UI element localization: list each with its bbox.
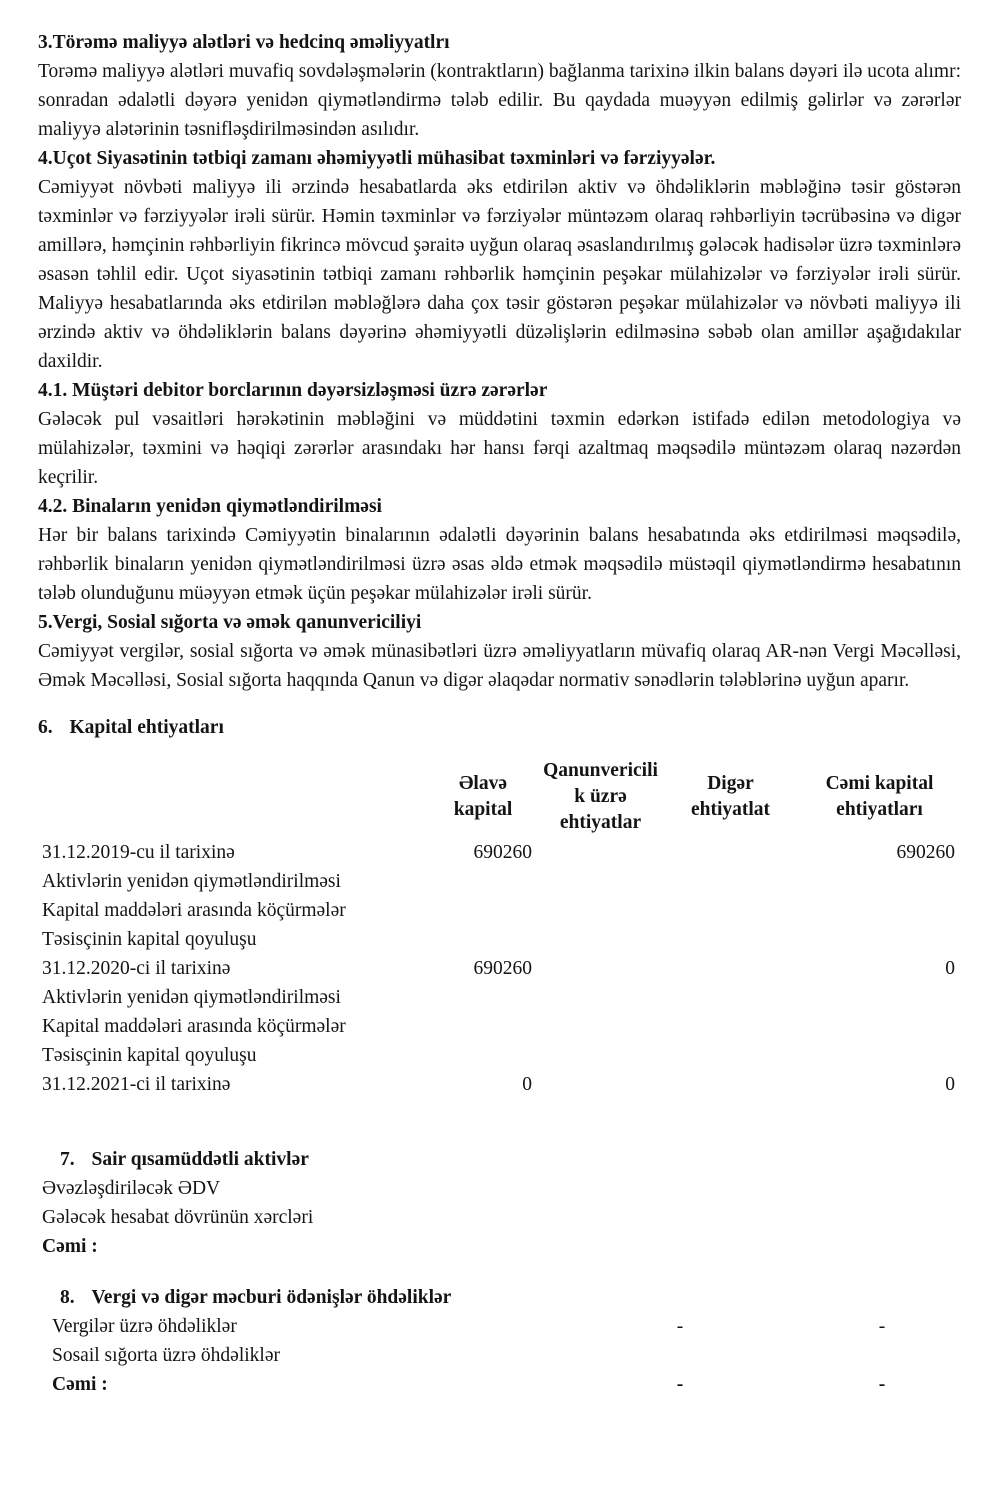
section-5-body: Cəmiyyət vergilər, sosial sığorta və əmək münasibətləri üzrə əməliyyatların müvafiq olaraq AR-nən Vergi Məcəlləsi, Əmək Məcəlləsi, Sosial sığorta haqqında Qanun və digər əlaqədar normativ sənədlərin tələblərinə uyğun aparır. [38, 641, 961, 691]
section-7-line-xercler: Gələcək hesabat dövrünün xərcləri [42, 1207, 314, 1228]
table-row [38, 925, 961, 954]
row-value-2: - [878, 1316, 886, 1337]
row-label: Kapital maddələri arasında köçürmələr [42, 1016, 346, 1037]
cell-elave-kapital: 690260 [473, 842, 532, 863]
row-value-1: - [676, 1316, 684, 1337]
cell-qanunvericilik [538, 983, 663, 1012]
table-row [38, 1012, 961, 1041]
cell-cemi-kapital [798, 925, 961, 954]
section-4 [38, 144, 961, 376]
section-3 [38, 28, 961, 144]
cell-qanunvericilik [538, 1070, 663, 1099]
cell-cemi-kapital [798, 983, 961, 1012]
section-8-row-sigorta [38, 1341, 961, 1370]
cell-diger-ehtiyatlat [663, 1012, 798, 1041]
section-4-1 [38, 376, 961, 492]
cell-diger-ehtiyatlat [663, 896, 798, 925]
table-row [38, 954, 961, 983]
col-header-cemi-kapital: Cəmi kapital ehtiyatları [825, 773, 934, 820]
row-label: Təsisçinin kapital qoyuluşu [42, 929, 257, 950]
section-8-heading [38, 1283, 961, 1312]
cell-qanunvericilik [538, 838, 663, 867]
col-header-qanunvericilik: Qanunvericilik üzrə ehtiyatlar [543, 760, 658, 833]
section-5-heading: 5.Vergi, Sosial sığorta və əmək qanunvericiliyi [38, 612, 422, 633]
row-label: Kapital maddələri arasında köçürmələr [42, 900, 346, 921]
col-header-elave-kapital: Əlavə kapital [453, 773, 513, 820]
cell-qanunvericilik [538, 896, 663, 925]
section-7-total-label: Cəmi : [42, 1236, 98, 1257]
cell-diger-ehtiyatlat [663, 983, 798, 1012]
section-8-title: Vergi və digər məcburi ödənişlər öhdəliklər [91, 1287, 452, 1308]
cell-cemi-kapital: 690260 [896, 842, 955, 863]
cell-qanunvericilik [538, 1041, 663, 1070]
cell-cemi-kapital [798, 867, 961, 896]
section-4-2-heading: 4.2. Binaların yenidən qiymətləndirilməsi [38, 496, 382, 517]
cell-elave-kapital [428, 1012, 538, 1041]
section-7 [38, 1145, 961, 1261]
section-7-number: 7. [60, 1149, 75, 1170]
section-7-line-edv: Əvəzləşdiriləcək ƏDV [42, 1178, 221, 1199]
total-value-1: - [676, 1374, 684, 1395]
cell-cemi-kapital: 0 [945, 1074, 955, 1095]
cell-diger-ehtiyatlat [663, 838, 798, 867]
section-3-body: Torəmə maliyyə alətləri muvafiq sovdələşmələrin (kontraktların) bağlanma tarixinə ilkin balans dəyəri ilə ucota alımr: sonradan ədalətli dəyərə yenidən qiymətləndirmə tələb edilir. Bu qaydada muəyyən edilmiş gəlirlər və zərərlər maliyyə alətərinin təsnifləşdirilməsindən asılıdır. [38, 61, 961, 140]
table-row [38, 983, 961, 1012]
section-6-heading [38, 713, 961, 742]
section-6-number: 6. [38, 717, 53, 738]
cell-elave-kapital [428, 896, 538, 925]
cell-elave-kapital [428, 1041, 538, 1070]
section-8-row-vergiler [38, 1312, 961, 1341]
cell-elave-kapital [428, 867, 538, 896]
row-label: Təsisçinin kapital qoyuluşu [42, 1045, 257, 1066]
cell-elave-kapital: 690260 [473, 958, 532, 979]
cell-cemi-kapital [798, 896, 961, 925]
section-4-body: Cəmiyyət növbəti maliyyə ili ərzində hesabatlarda əks etdirilən aktiv və öhdəliklərin məbləğinə təsir göstərən təxminlər və fərziyyələr irəli sürür. Həmin təxminlər və fərziyələr müntəzəm olaraq rəhbərliyin təcrübəsinə və digər amillərə, həmçinin rəhbərliyin fikrincə mövcud şəraitə uyğun olaraq əsaslandırılmış gələcək hadisələr üzrə təxminlərə əsasən təhlil edir. Uçot siyasətinin tətbiqi zamanı rəhbərlik həmçinin peşəkar mülahizələr və fərziyələr irəli sürür. Maliyyə hesabatlarında əks etdirilən məbləğlərə daha çox təsir göstərən peşəkar mülahizələr və növbəti maliyyə ili ərzində aktiv və öhdəliklərin balans dəyərinə əhəmiyyətli düzəlişlərin edilməsinə səbəb olan amillər aşağıdakılar daxildir. [38, 177, 961, 372]
cell-elave-kapital: 0 [522, 1074, 532, 1095]
cell-qanunvericilik [538, 954, 663, 983]
capital-reserves-table [38, 756, 961, 1099]
cell-qanunvericilik [538, 925, 663, 954]
row-label: Aktivlərin yenidən qiymətləndirilməsi [42, 987, 341, 1008]
row-label: 31.12.2019-cu il tarixinə [42, 842, 235, 863]
cell-qanunvericilik [538, 1012, 663, 1041]
cell-elave-kapital [428, 925, 538, 954]
cell-cemi-kapital [798, 1041, 961, 1070]
cell-qanunvericilik [538, 867, 663, 896]
table-row [38, 1041, 961, 1070]
capital-table-body [38, 838, 961, 1099]
section-8-total-row [38, 1370, 961, 1399]
total-value-2: - [878, 1374, 886, 1395]
table-row [38, 1070, 961, 1099]
cell-cemi-kapital: 0 [945, 958, 955, 979]
cell-elave-kapital [428, 983, 538, 1012]
row-label: Aktivlərin yenidən qiymətləndirilməsi [42, 871, 341, 892]
section-6-title: Kapital ehtiyatları [69, 717, 224, 738]
col-header-empty [38, 756, 428, 838]
row-label: Vergilər üzrə öhdəliklər [52, 1316, 237, 1337]
section-5 [38, 608, 961, 695]
section-7-title: Sair qısamüddətli aktivlər [91, 1149, 309, 1170]
section-4-1-heading: 4.1. Müştəri debitor borclarının dəyərsizləşməsi üzrə zərərlər [38, 380, 548, 401]
section-7-heading [38, 1145, 961, 1174]
section-8-number: 8. [60, 1287, 75, 1308]
cell-diger-ehtiyatlat [663, 867, 798, 896]
row-label: Sosail sığorta üzrə öhdəliklər [52, 1345, 280, 1366]
section-4-2 [38, 492, 961, 608]
section-4-heading: 4.Uçot Siyasətinin tətbiqi zamanı əhəmiyyətli mühasibat təxminləri və fərziyyələr. [38, 148, 716, 169]
row-label: 31.12.2021-ci il tarixinə [42, 1074, 231, 1095]
row-label: 31.12.2020-ci il tarixinə [42, 958, 231, 979]
cell-diger-ehtiyatlat [663, 925, 798, 954]
total-label: Cəmi : [52, 1374, 108, 1395]
table-header-row [38, 756, 961, 838]
cell-diger-ehtiyatlat [663, 1070, 798, 1099]
section-4-2-body: Hər bir balans tarixində Cəmiyyətin binalarının ədalətli dəyərinin balans hesabatında əks etdirilməsi məqsədilə, rəhbərlik binaların yenidən qiymətləndirilməsi üzrə əsas əldə etmək məqsədilə müstəqil qiymətləndirmə hesabatının tələb olunduğunu müəyyən etmək üçün peşəkar mülahizələr irəli sürür. [38, 525, 961, 604]
section-3-heading: 3.Törəmə maliyyə alətləri və hedcinq əməliyyatlrı [38, 32, 450, 53]
cell-diger-ehtiyatlat [663, 1041, 798, 1070]
table-row [38, 867, 961, 896]
table-row [38, 838, 961, 867]
cell-diger-ehtiyatlat [663, 954, 798, 983]
table-row [38, 896, 961, 925]
section-8 [38, 1283, 961, 1399]
col-header-diger-ehtiyatlat: Digər ehtiyatlat [690, 773, 771, 820]
cell-cemi-kapital [798, 1012, 961, 1041]
section-4-1-body: Gələcək pul vəsaitləri hərəkətinin məbləğini və müddətini təxmin edərkən istifadə edilən metodologiya və mülahizələr, təxmini və həqiqi zərərlər arasındakı hər hansı fərqi azaltmaq məqsədilə müntəzəm olaraq nəzərdən keçrilir. [38, 409, 961, 488]
